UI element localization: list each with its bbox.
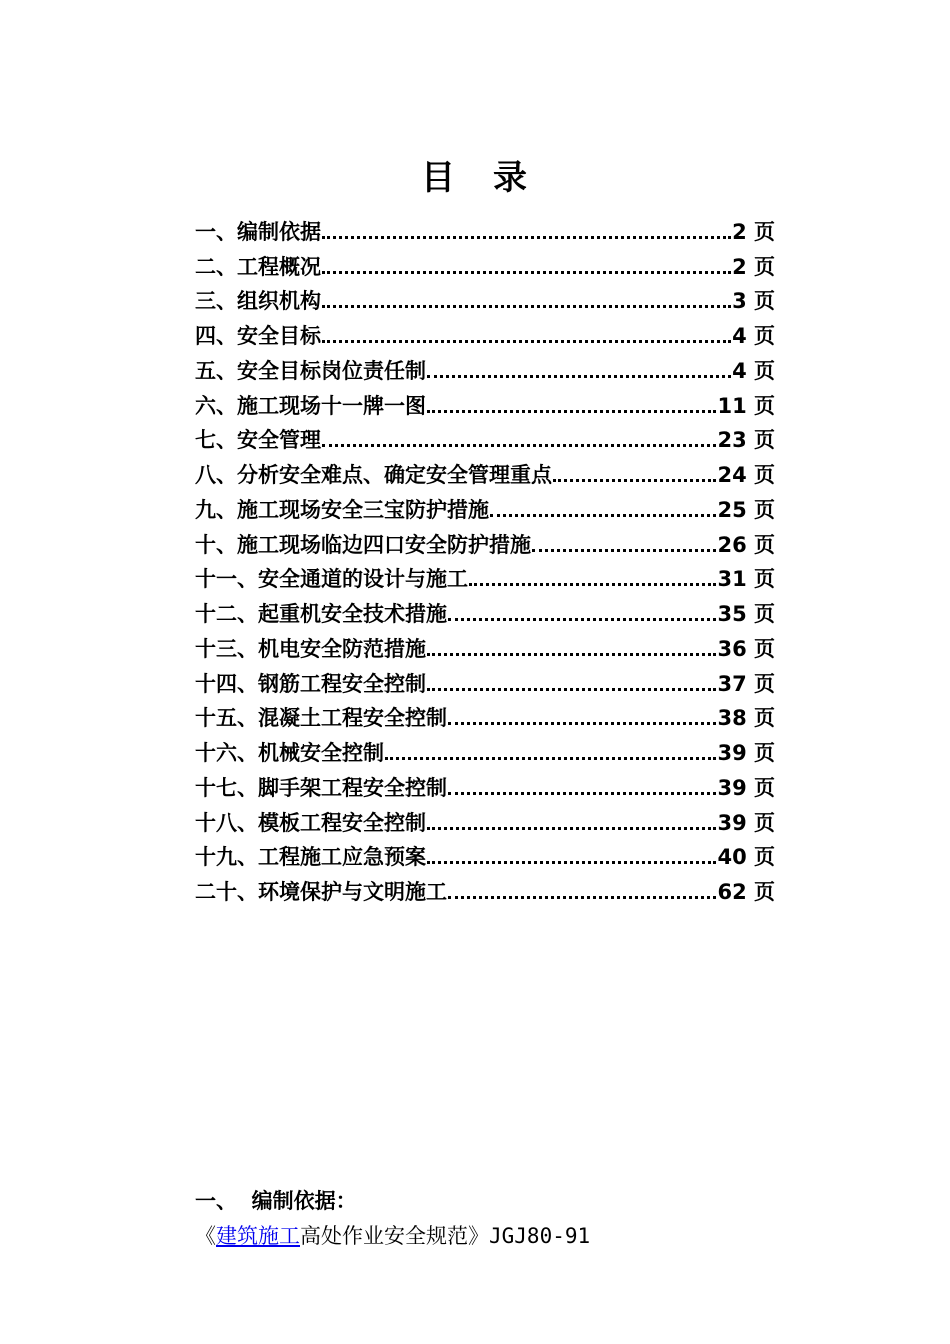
toc-entry[interactable] xyxy=(195,594,775,629)
toc-leader-dots xyxy=(427,827,716,830)
toc-leader-dots xyxy=(322,271,731,274)
reference-link[interactable]: 建筑施工 xyxy=(216,1224,300,1248)
toc-entry-page: 23 页 xyxy=(717,428,775,453)
toc-leader-dots xyxy=(469,583,716,586)
toc-entry-page: 2 页 xyxy=(732,219,775,244)
toc-entry-label: 十四、钢筋工程安全控制 xyxy=(195,671,426,696)
toc-entry-label: 十七、脚手架工程安全控制 xyxy=(195,775,447,800)
toc-leader-dots xyxy=(385,757,716,760)
toc-entry-page: 35 页 xyxy=(717,602,775,626)
toc-entry[interactable] xyxy=(195,664,775,699)
toc-leader-dots xyxy=(490,514,716,517)
toc-entry-label: 十、施工现场临边四口安全防护措施 xyxy=(195,532,531,557)
toc-entry[interactable] xyxy=(195,421,775,456)
toc-entry[interactable] xyxy=(195,699,775,734)
toc-entry-label: 十三、机电安全防范措施 xyxy=(195,636,426,661)
toc-leader-dots xyxy=(448,722,716,725)
toc-entry[interactable] xyxy=(195,282,775,317)
toc-entry[interactable] xyxy=(195,629,775,664)
toc-leader-dots xyxy=(553,479,716,482)
toc-leader-dots xyxy=(427,861,716,864)
toc-entry[interactable] xyxy=(195,212,775,247)
toc-leader-dots xyxy=(427,410,716,413)
toc-entry[interactable] xyxy=(195,490,775,525)
toc-leader-dots xyxy=(448,792,716,795)
toc-entry-page: 11 页 xyxy=(717,393,775,418)
toc-entry-page: 31 页 xyxy=(717,567,775,592)
table-of-contents xyxy=(195,212,775,907)
toc-entry[interactable] xyxy=(195,838,775,873)
toc-entry-label: 七、安全管理 xyxy=(195,428,321,453)
toc-entry-page: 3 页 xyxy=(732,289,775,314)
toc-leader-dots xyxy=(427,375,731,378)
toc-entry-page: 39 页 xyxy=(717,810,775,835)
toc-leader-dots xyxy=(532,549,716,552)
toc-entry-label: 十一、安全通道的设计与施工 xyxy=(195,567,468,592)
toc-entry-page: 39 页 xyxy=(717,775,775,800)
toc-leader-dots xyxy=(427,688,716,691)
toc-leader-dots xyxy=(448,896,716,899)
reference-open-bracket: 《 xyxy=(195,1224,216,1248)
toc-entry-label: 六、施工现场十一牌一图 xyxy=(195,393,426,418)
toc-entry[interactable] xyxy=(195,768,775,803)
toc-entry-label: 五、安全目标岗位责任制 xyxy=(195,358,426,383)
toc-entry[interactable] xyxy=(195,733,775,768)
toc-entry-label: 十五、混凝土工程安全控制 xyxy=(195,706,447,731)
toc-entry-page: 4 页 xyxy=(732,324,775,348)
toc-entry-label: 十八、模板工程安全控制 xyxy=(195,810,426,835)
toc-entry-page: 25 页 xyxy=(717,497,775,522)
toc-entry-page: 24 页 xyxy=(717,463,775,487)
reference-text: 高处作业安全规范》JGJ80-91 xyxy=(300,1224,591,1248)
toc-entry-label: 四、安全目标 xyxy=(195,324,321,348)
toc-entry[interactable] xyxy=(195,525,775,560)
toc-leader-dots xyxy=(322,340,731,343)
toc-leader-dots xyxy=(427,653,716,656)
toc-entry-label: 十二、起重机安全技术措施 xyxy=(195,602,447,626)
section-heading: 一、 编制依据： xyxy=(195,1189,357,1213)
document-title: 目 录 xyxy=(421,158,529,198)
toc-entry-page: 62 页 xyxy=(717,880,775,904)
toc-entry-page: 36 页 xyxy=(717,636,775,661)
toc-leader-dots xyxy=(322,236,731,239)
reference-line xyxy=(195,1221,590,1251)
toc-entry[interactable] xyxy=(195,247,775,282)
toc-entry-page: 37 页 xyxy=(717,671,775,696)
toc-leader-dots xyxy=(322,305,731,308)
toc-entry-page: 26 页 xyxy=(717,532,775,557)
toc-entry-page: 40 页 xyxy=(717,845,775,870)
toc-entry[interactable] xyxy=(195,316,775,351)
toc-entry-label: 一、编制依据 xyxy=(195,219,321,244)
toc-entry-page: 38 页 xyxy=(717,706,775,731)
toc-leader-dots xyxy=(448,618,716,621)
toc-entry-label: 十六、机械安全控制 xyxy=(195,741,384,765)
toc-entry[interactable] xyxy=(195,803,775,838)
toc-entry[interactable] xyxy=(195,351,775,386)
toc-entry-label: 九、施工现场安全三宝防护措施 xyxy=(195,497,489,522)
toc-entry-label: 二十、环境保护与文明施工 xyxy=(195,880,447,904)
toc-entry-page: 39 页 xyxy=(717,741,775,765)
toc-entry[interactable] xyxy=(195,872,775,907)
toc-entry[interactable] xyxy=(195,386,775,421)
toc-entry-page: 2 页 xyxy=(732,254,775,279)
toc-entry-label: 三、组织机构 xyxy=(195,289,321,314)
toc-entry[interactable] xyxy=(195,455,775,490)
toc-entry-page: 4 页 xyxy=(732,358,775,383)
toc-entry-label: 十九、工程施工应急预案 xyxy=(195,845,426,870)
toc-leader-dots xyxy=(322,444,716,447)
toc-entry[interactable] xyxy=(195,560,775,595)
toc-entry-label: 八、分析安全难点、确定安全管理重点 xyxy=(195,463,552,487)
toc-entry-label: 二、工程概况 xyxy=(195,254,321,279)
